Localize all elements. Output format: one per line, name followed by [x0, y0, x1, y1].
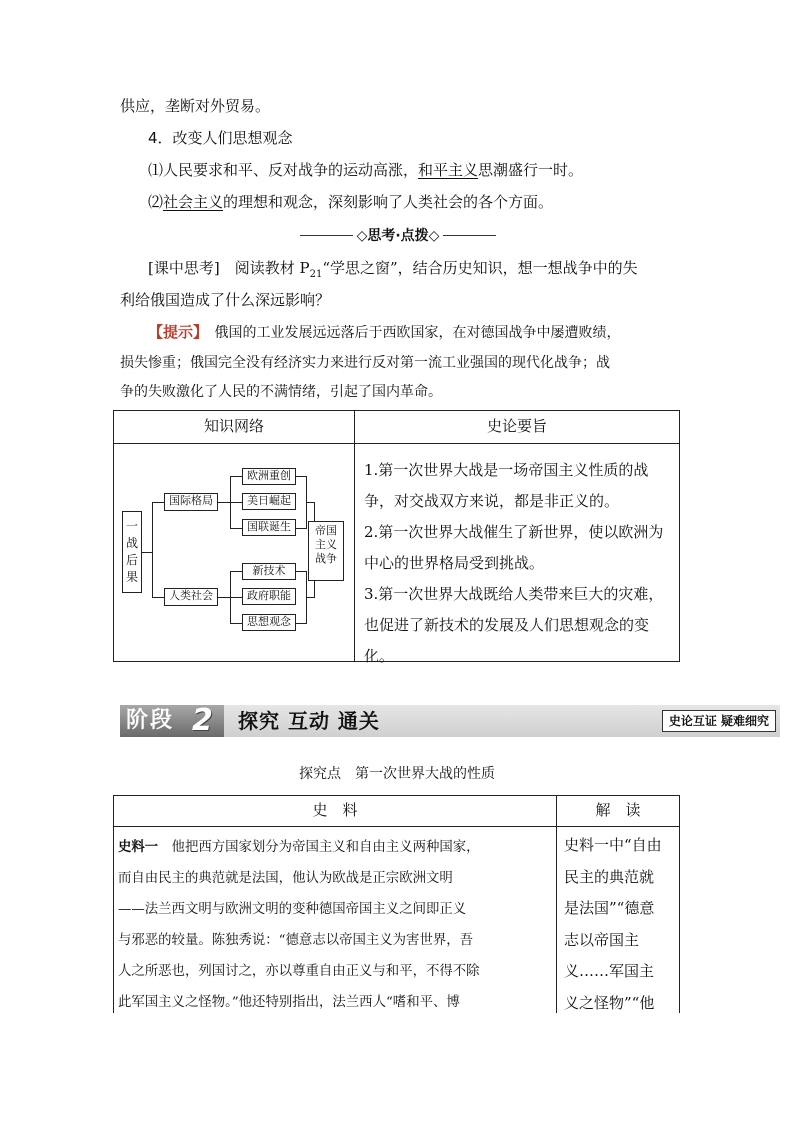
banner-number: 2 [192, 703, 213, 738]
diagram-root [122, 511, 142, 593]
think-question-text: 阅读教材 P [219, 259, 310, 277]
source-label: 史料一 [118, 840, 159, 855]
section-banner [120, 705, 780, 737]
reading-line: 志以帝国主 [564, 930, 640, 949]
knowledge-point-line: 2.第一次世界大战催生了新世界，使以欧洲为 [364, 523, 664, 541]
think-question-label: [课中思考] [148, 259, 220, 277]
diagram-branch-society: 人类社会 [164, 588, 218, 606]
diagram-b-item-2: 政府职能 [242, 588, 296, 605]
knowledge-points [364, 455, 674, 672]
item4-1-pre: ⑴人民要求和平、反对战争的运动高涨， [148, 161, 419, 179]
think-question [148, 258, 638, 285]
intro-line: 供应，垄断对外贸易。 [120, 97, 271, 115]
item4-1 [148, 160, 583, 180]
think-divider-label: ◇思考·点拨◇ [356, 228, 440, 244]
hint-text: 俄国的工业发展远远落后于西欧国家，在对德国战争中屡遭败绩， [200, 325, 621, 341]
item4-2-pre: ⑵ [148, 193, 164, 211]
source-line: ——法兰西文明与欧洲文明的变种德国帝国主义之间即正义 [118, 902, 467, 917]
knowledge-point-line: 中心的世界格局受到挑战。 [364, 554, 545, 572]
knowledge-point-line: 也促进了新技术的发展及人们思想观念的变 [364, 616, 650, 634]
knowledge-point-line: 争，对交战双方来说，都是非正义的。 [364, 492, 620, 510]
knowledge-point-line: 1.第一次世界大战是一场帝国主义性质的战 [364, 461, 649, 479]
item4-title: 4．改变人们思想观念 [148, 129, 293, 147]
think-question-text2: “学思之窗”，结合历史知识，想一想战争中的失 [322, 259, 638, 277]
banner-stage: 阶段 [120, 705, 224, 737]
diagram-a-item-1: 欧洲重创 [242, 468, 296, 485]
hint-line1 [148, 322, 621, 343]
think-question-line2: 利给俄国造成了什么深远影响？ [120, 291, 331, 309]
reading-line: 义之怪物”“他 [564, 993, 655, 1012]
hint-line2: 损失惨重；俄国完全没有经济实力来进行反对第一流工业强国的现代化战争；战 [120, 355, 610, 371]
explore-heading: 探究点 第一次世界大战的性质 [299, 766, 495, 782]
reading-line: 史料一中“自由 [564, 836, 662, 854]
think-question-sub: 21 [309, 269, 323, 280]
banner-side-label: 史论互证 疑难细究 [662, 710, 776, 732]
knowledge-col-network: 知识网络 [203, 417, 264, 435]
reading-line: 民主的典范就 [564, 867, 655, 886]
banner-title: 探究 互动 通关 [238, 709, 380, 733]
source-reading [564, 830, 676, 1019]
item4-2-key: 社会主义 [163, 193, 224, 211]
source-col-reading: 解 读 [595, 801, 641, 819]
source-line: 而自由民主的典范就是法国，他认为欧战是正宗欧洲文明 [118, 871, 453, 886]
hint-line3: 争的失败激化了人民的不满情绪，引起了国内革命。 [120, 384, 442, 400]
diagram-result: 帝国主义战争 [308, 521, 344, 581]
source-material [118, 832, 552, 1018]
knowledge-table [113, 410, 680, 665]
source-line: 他把西方国家划分为帝国主义和自由主义两种国家， [158, 840, 480, 855]
item4-2-post: 的理想和观念，深刻影响了人类社会的各个方面。 [223, 193, 554, 211]
diagram-a-item-2: 美日崛起 [242, 493, 296, 510]
source-col-material: 史 料 [312, 801, 358, 819]
source-table [113, 795, 680, 1013]
source-line: 此军国主义之怪物。”他还特别指出，法兰西人“嗜和平、博 [118, 995, 460, 1010]
source-line: 与邪恶的较量。陈独秀说：“德意志以帝国主义为害世界，吾 [118, 933, 473, 948]
source-line: 人之所恶也，列国讨之，亦以尊重自由正义与和平，不得不除 [118, 964, 480, 979]
think-divider [300, 226, 496, 244]
reading-line: 义……军国主 [564, 962, 655, 980]
diagram-b-item-3: 思想观念 [242, 614, 296, 631]
item4-2 [148, 192, 553, 212]
item4-1-post: 思潮盛行一时。 [478, 161, 584, 179]
knowledge-col-essence: 史论要旨 [486, 417, 547, 435]
knowledge-point-line: 3.第一次世界大战既给人类带来巨大的灾难， [364, 585, 664, 603]
item4-1-key: 和平主义 [418, 161, 479, 179]
hint-label: 【提示】 [148, 323, 201, 341]
diagram-b-item-1: 新技术 [242, 563, 296, 580]
diagram-root-label: 一战后果 [126, 519, 139, 584]
reading-line: 是法国”“德意 [564, 899, 655, 917]
diagram-a-item-3: 国联诞生 [242, 519, 296, 536]
diagram-branch-international: 国际格局 [164, 493, 218, 511]
knowledge-point-line: 化。 [364, 647, 395, 665]
